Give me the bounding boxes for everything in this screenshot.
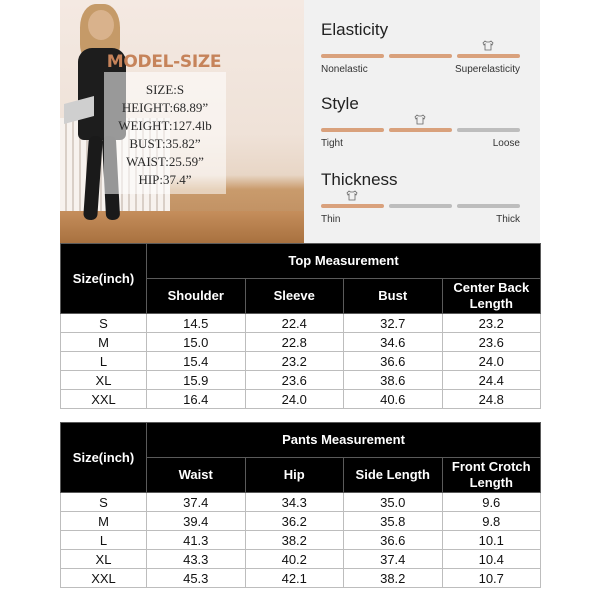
elasticity-level-2 (389, 54, 452, 58)
size-cell: S (61, 493, 147, 512)
table-row (61, 333, 541, 352)
model-bust: BUST:35.82” (129, 136, 201, 151)
measurement-cell: 22.4 (245, 314, 344, 333)
measurement-cell: 34.3 (245, 493, 344, 512)
thickness-right-label: Thick (496, 214, 520, 225)
model-waist: WAIST:25.59” (126, 154, 204, 169)
measurement-cell: 36.2 (245, 512, 344, 531)
model-size: SIZE:S (145, 82, 185, 97)
model-size-title: MODEL-SIZE (106, 52, 222, 72)
column-header: Hip (245, 458, 344, 493)
style-level-2 (389, 128, 452, 132)
column-header: Waist (147, 458, 246, 493)
style-left-label: Tight (321, 138, 343, 149)
thickness-left-label: Thin (321, 214, 341, 225)
shirt-icon (414, 114, 426, 125)
measurement-cell: 10.4 (442, 550, 541, 569)
elasticity-level-3 (457, 54, 520, 58)
measurement-cell: 36.6 (344, 352, 443, 371)
thickness-level-3 (457, 204, 520, 208)
measurement-cell: 23.2 (442, 314, 541, 333)
column-header: Front Crotch Length (442, 458, 541, 493)
measurement-cell: 23.6 (245, 371, 344, 390)
size-cell: L (61, 352, 147, 371)
measurement-cell: 37.4 (147, 493, 246, 512)
measurement-cell: 35.8 (344, 512, 443, 531)
measurement-cell: 15.0 (147, 333, 246, 352)
table-row (61, 371, 541, 390)
measurement-cell: 9.6 (442, 493, 541, 512)
size-column-header: Size(inch) (61, 423, 147, 493)
size-cell: XXL (61, 569, 147, 588)
measurement-cell: 10.7 (442, 569, 541, 588)
shirt-icon (482, 40, 494, 51)
elasticity-left-label: Nonelastic (321, 64, 368, 75)
shirt-icon (346, 190, 358, 201)
size-cell: M (61, 512, 147, 531)
thickness-title: Thickness (321, 170, 398, 189)
measurement-cell: 24.8 (442, 390, 541, 409)
table-row (61, 493, 541, 512)
measurement-cell: 15.9 (147, 371, 246, 390)
style-level-1 (321, 128, 384, 132)
table-row (61, 531, 541, 550)
pants-measurement-header: Pants Measurement (147, 423, 541, 458)
measurement-cell: 9.8 (442, 512, 541, 531)
measurement-cell: 16.4 (147, 390, 246, 409)
measurement-cell: 24.4 (442, 371, 541, 390)
column-header: Bust (344, 279, 443, 314)
column-header: Sleeve (245, 279, 344, 314)
elasticity-right-label: Superelasticity (454, 64, 520, 75)
measurement-cell: 24.0 (442, 352, 541, 371)
fabric-attributes-panel (304, 0, 540, 243)
thickness-level-2 (389, 204, 452, 208)
measurement-cell: 23.6 (442, 333, 541, 352)
measurement-cell: 23.2 (245, 352, 344, 371)
size-cell: M (61, 333, 147, 352)
elasticity-title: Elasticity (321, 20, 389, 39)
measurement-cell: 38.2 (344, 569, 443, 588)
size-column-header: Size(inch) (61, 244, 147, 314)
style-level-3 (457, 128, 520, 132)
measurement-cell: 45.3 (147, 569, 246, 588)
column-header: Shoulder (147, 279, 246, 314)
measurement-cell: 36.6 (344, 531, 443, 550)
measurement-cell: 35.0 (344, 493, 443, 512)
style-title: Style (321, 94, 359, 113)
size-cell: XL (61, 371, 147, 390)
measurement-cell: 22.8 (245, 333, 344, 352)
measurement-cell: 14.5 (147, 314, 246, 333)
measurement-cell: 38.6 (344, 371, 443, 390)
size-cell: XL (61, 550, 147, 569)
measurement-cell: 39.4 (147, 512, 246, 531)
model-head (88, 10, 114, 40)
measurement-cell: 43.3 (147, 550, 246, 569)
column-header: Center Back Length (442, 279, 541, 314)
size-cell: XXL (61, 390, 147, 409)
column-header: Side Length (344, 458, 443, 493)
elasticity-level-1 (321, 54, 384, 58)
measurement-cell: 41.3 (147, 531, 246, 550)
measurement-cell: 37.4 (344, 550, 443, 569)
measurement-cell: 40.6 (344, 390, 443, 409)
measurement-cell: 42.1 (245, 569, 344, 588)
style-right-label: Loose (492, 138, 520, 149)
measurement-cell: 40.2 (245, 550, 344, 569)
top-measurement-header: Top Measurement (147, 244, 541, 279)
measurement-cell: 34.6 (344, 333, 443, 352)
model-weight: WEIGHT:127.4lb (118, 118, 212, 133)
table-row (61, 390, 541, 409)
model-hip: HIP:37.4” (138, 172, 192, 187)
measurement-cell: 15.4 (147, 352, 246, 371)
measurement-cell: 38.2 (245, 531, 344, 550)
size-cell: L (61, 531, 147, 550)
thickness-level-1 (321, 204, 384, 208)
model-height: HEIGHT:68.89” (121, 100, 209, 115)
table-row (61, 352, 541, 371)
table-row (61, 569, 541, 588)
measurement-cell: 10.1 (442, 531, 541, 550)
size-cell: S (61, 314, 147, 333)
measurement-cell: 24.0 (245, 390, 344, 409)
table-row (61, 314, 541, 333)
top-measurement-table (60, 243, 541, 409)
pants-measurement-table (60, 422, 541, 588)
measurement-cell: 32.7 (344, 314, 443, 333)
table-row (61, 550, 541, 569)
table-row (61, 512, 541, 531)
